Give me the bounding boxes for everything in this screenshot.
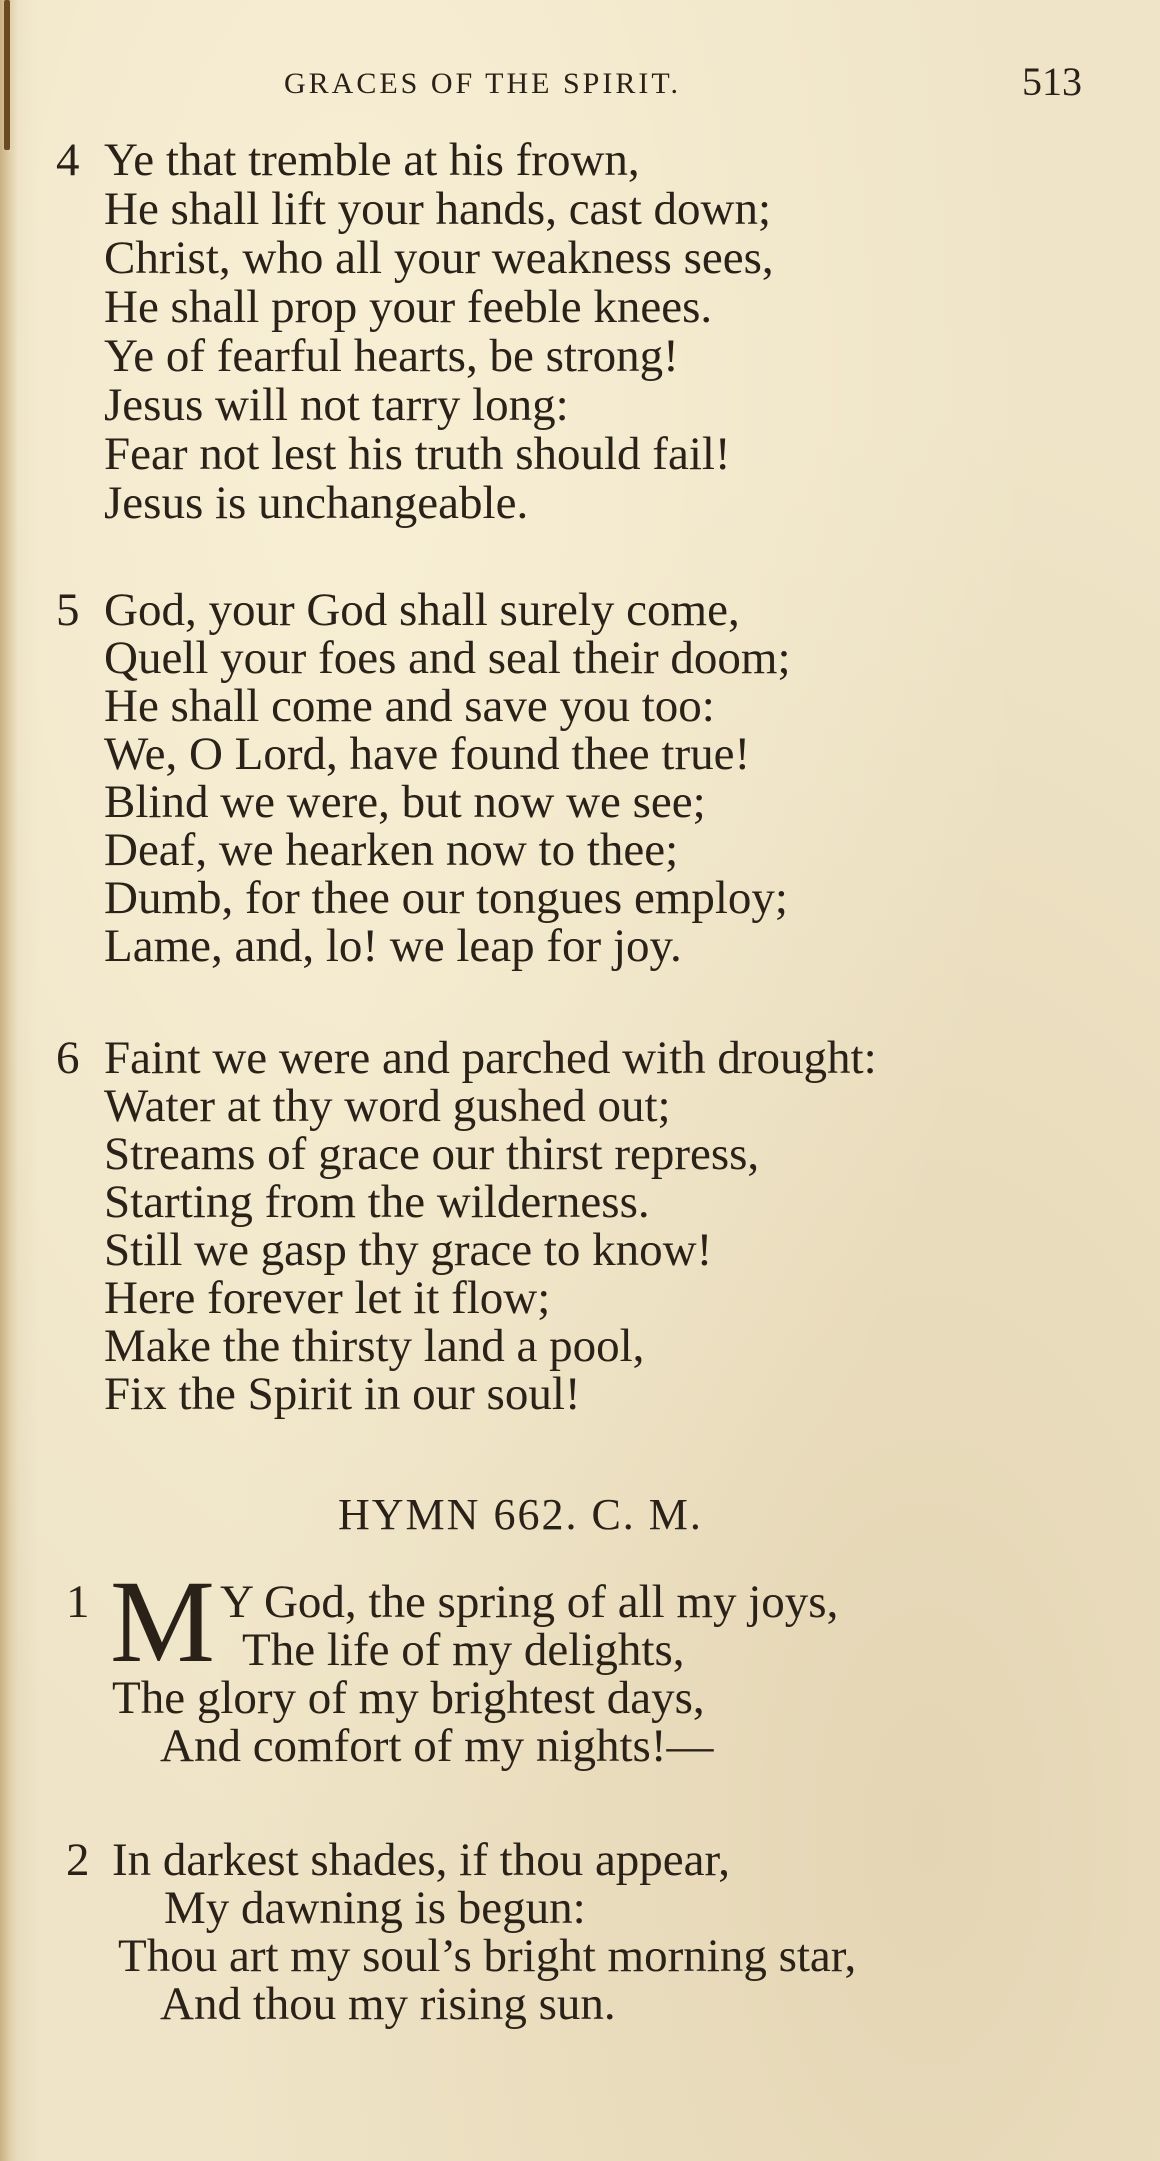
verse-line: And thou my rising sun. [160,1978,616,2030]
verse-line: God, your God shall surely come, [104,584,740,636]
verse-line: In darkest shades, if thou appear, [112,1834,731,1886]
verse-line: The glory of my brightest days, [112,1672,705,1724]
verse-line: Fear not lest his truth should fail! [104,428,731,480]
stanza-number: 6 [56,1032,80,1084]
stanza-number: 5 [56,584,80,636]
verse-line: Still we gasp thy grace to know! [104,1224,713,1276]
page-number: 513 [1022,59,1082,104]
verse-line: Faint we were and parched with drought: [104,1032,877,1084]
verse-line: We, O Lord, have found thee true! [104,728,751,780]
verse-line: Quell your foes and seal their doom; [104,632,791,684]
stanza-number: 1 [66,1576,90,1628]
verse-line: Ye that tremble at his frown, [104,134,640,186]
drop-cap: M [110,1556,215,1687]
verse-line: My dawning is begun: [164,1882,586,1934]
verse-line: Starting from the wilderness. [104,1176,650,1228]
verse-line: Fix the Spirit in our soul! [104,1368,581,1420]
verse-line: Jesus will not tarry long: [104,379,569,431]
running-header [0,59,1160,104]
verse-line: He shall prop your feeble knees. [104,281,713,333]
verse-line: He shall come and save you too: [104,680,715,732]
verse-line: Make the thirsty land a pool, [104,1320,645,1372]
verse-line: Dumb, for thee our tongues employ; [104,872,788,924]
stanza-number: 4 [56,134,80,186]
stanza-number: 2 [66,1834,90,1886]
verse-line: Blind we were, but now we see; [104,776,706,828]
hymn-title: HYMN 662. C. M. [338,1490,703,1539]
verse-line: Deaf, we hearken now to thee; [104,824,679,876]
verse-line: And comfort of my nights!— [160,1720,714,1772]
verse-line: Streams of grace our thirst repress, [104,1128,760,1180]
verse-line: Christ, who all your weakness sees, [104,232,774,284]
verse-line: Y God, the spring of all my joys, [220,1576,839,1628]
verse-line: Ye of fearful hearts, be strong! [104,330,679,382]
verse-line: Jesus is unchangeable. [104,477,529,529]
verse-line: Here forever let it flow; [104,1272,551,1324]
header-title: GRACES OF THE SPIRIT. [284,67,681,100]
verse-line: Water at thy word gushed out; [104,1080,671,1132]
verse-line: He shall lift your hands, cast down; [104,183,772,235]
verse-line: Thou art my soul’s bright morning star, [118,1930,857,1982]
verse-line: The life of my delights, [242,1624,685,1676]
verse-line: Lame, and, lo! we leap for joy. [104,920,682,972]
page-spine-edge [0,0,18,2161]
